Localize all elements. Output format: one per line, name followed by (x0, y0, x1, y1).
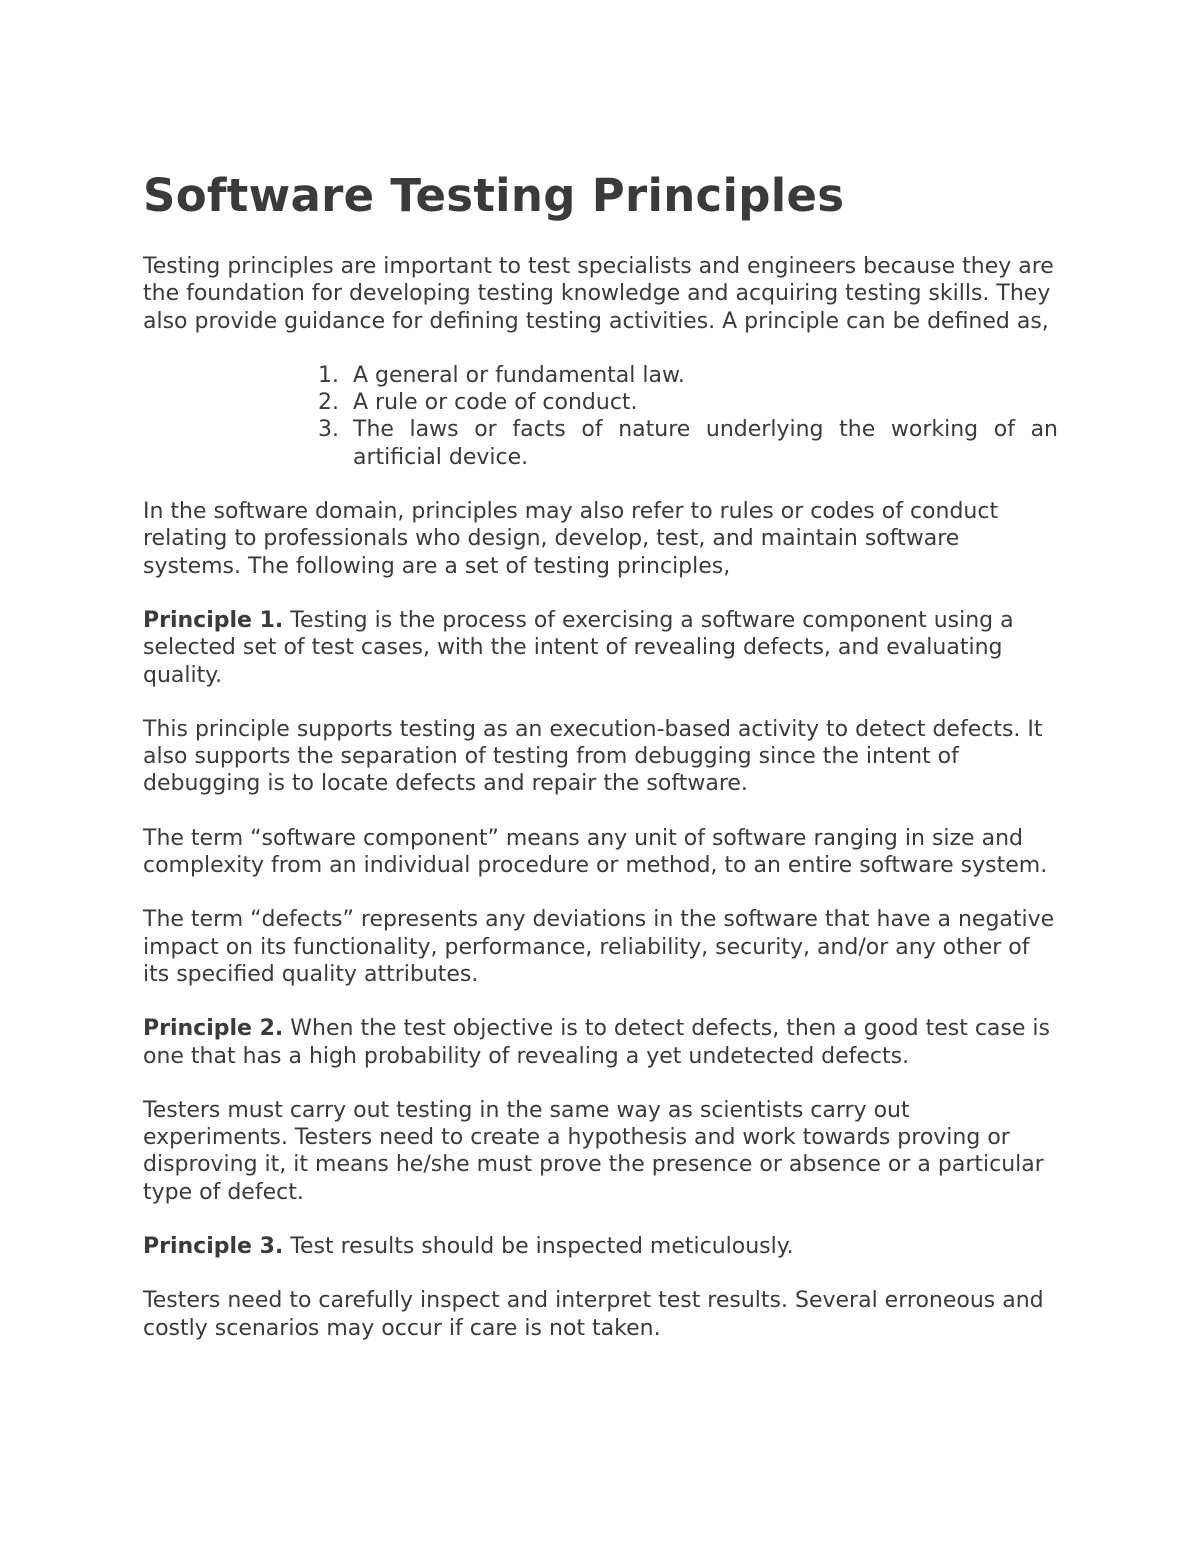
domain-paragraph: In the software domain, principles may also refer to rules or codes of conduct relating to professionals who design, develop, test, and maintain software systems. The following are a set of testing principles, (143, 499, 999, 579)
principle-3-support-paragraph: Testers need to carefully inspect and interpret test results. Several erroneous and costly scenarios may occur if care is not taken. (143, 1288, 1044, 1341)
principle-2-paragraph (143, 1015, 1058, 1070)
page-title: Software Testing Principles (143, 169, 845, 222)
list-number: 3. (318, 417, 339, 443)
principle-3-label: Principle 3. (143, 1234, 284, 1260)
list-text: The laws or facts of nature underlying the working of an artificial device. (353, 417, 1058, 470)
list-item (318, 389, 1058, 416)
principle-1-paragraph (143, 607, 1058, 689)
intro-paragraph: Testing principles are important to test specialists and engineers because they are the foundation for developing testing knowledge and acquiring testing skills. They also provide guidance for defining testing activities. A principle can be defined as, (143, 254, 1054, 334)
principle-2-text: When the test objective is to detect defects, then a good test case is one that has a high probability of revealing a yet undetected defects. (143, 1016, 1050, 1069)
principle-1-text: Testing is the process of exercising a software component using a selected set of test cases, with the intent of revealing defects, and evaluating quality. (143, 607, 1014, 688)
principle-2-label: Principle 2. (143, 1016, 284, 1042)
software-component-paragraph: The term “software component” means any unit of software ranging in size and complexity from an individual procedure or method, to an entire software system. (143, 825, 1048, 879)
list-number: 2. (318, 390, 339, 416)
principle-1-support-paragraph: This principle supports testing as an execution-based activity to detect defects. It also supports the separation of testing from debugging since the intent of debugging is to locate defects and repair the software. (143, 716, 1043, 797)
list-item (318, 362, 1058, 389)
principle-3-paragraph (143, 1233, 1058, 1260)
list-text: A general or fundamental law. (353, 362, 685, 388)
principle-1-label: Principle 1. (143, 607, 284, 633)
principle-3-text: Test results should be inspected meticulously. (283, 1234, 794, 1260)
definition-list (143, 362, 1058, 471)
list-item (318, 416, 1058, 471)
list-number: 1. (318, 362, 339, 388)
defects-paragraph: The term “defects” represents any deviations in the software that have a negative impact on its functionality, performance, reliability, security, and/or any other of its specified quality attributes. (143, 907, 1055, 987)
list-text: A rule or code of conduct. (353, 390, 638, 416)
principle-2-support-paragraph: Testers must carry out testing in the same way as scientists carry out experiments. Testers need to create a hypothesis and work towards proving or disproving it, it means he/she must prove the presence or absence or a particular type of defect. (143, 1097, 1044, 1205)
